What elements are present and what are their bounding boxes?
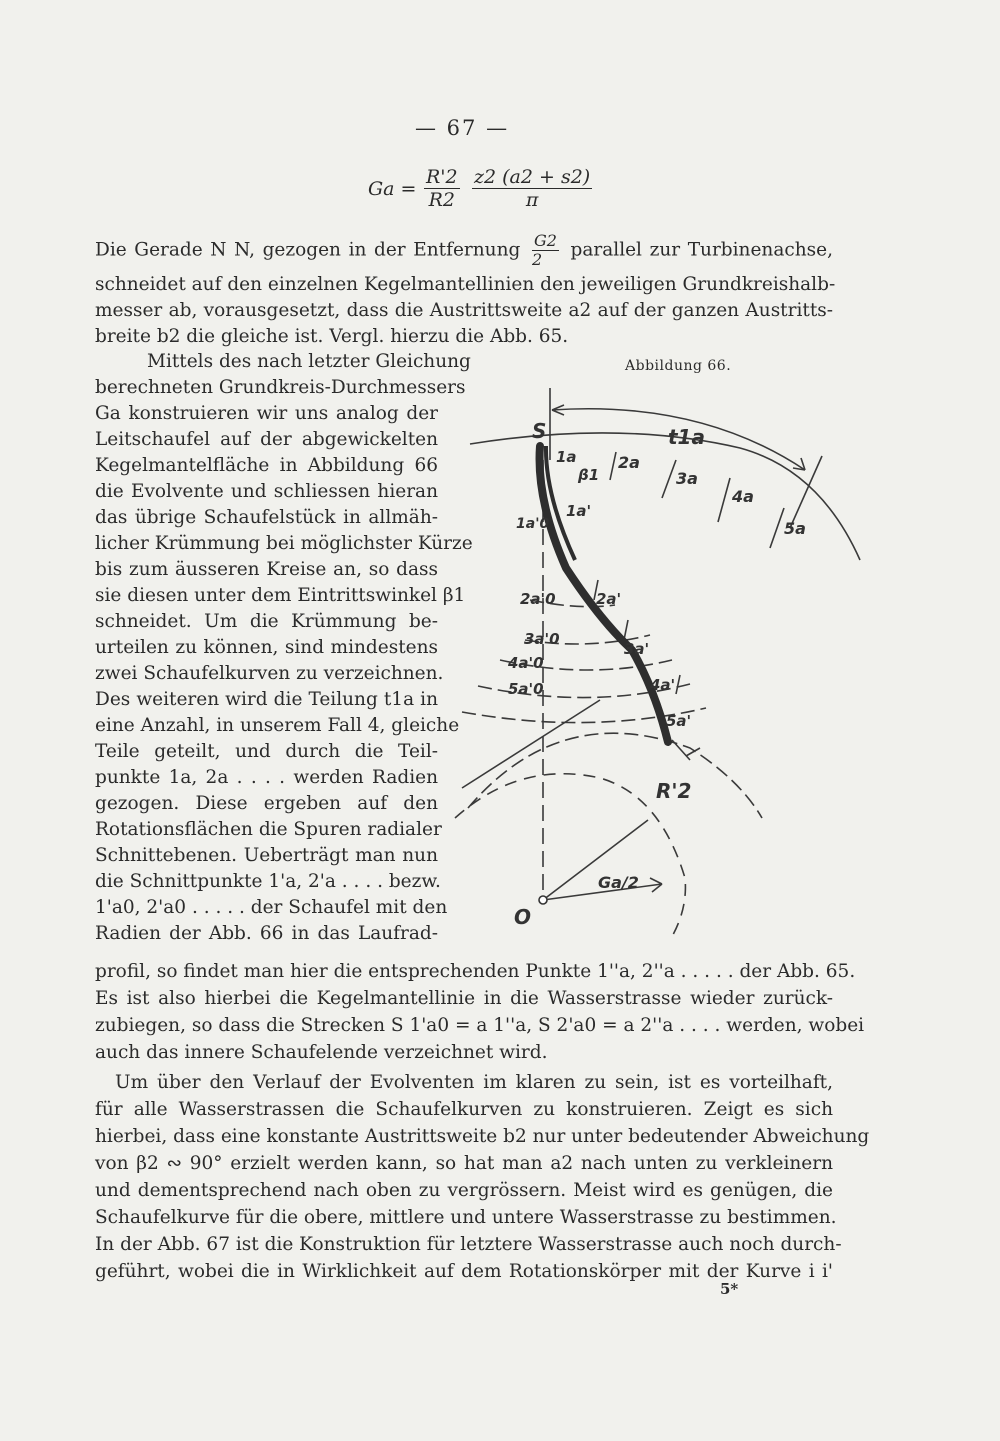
p2-line-19: Rotationsflächen die Spuren radialer bbox=[95, 819, 442, 840]
inline-frac-num: G2 bbox=[533, 231, 557, 250]
label-3a0: 3a'0 bbox=[524, 630, 560, 648]
p2-line-5: Kegelmantelfläche in Abbildung 66 bbox=[95, 455, 438, 476]
p2-line-10: sie diesen unter dem Eintrittswinkel β1 bbox=[95, 585, 466, 606]
label-1a: 1a bbox=[556, 448, 577, 466]
p3-line-2: für alle Wasserstrassen die Schaufelkurven zu konstruieren. Zeigt es sich bbox=[95, 1099, 833, 1120]
page-number: — 67 — bbox=[415, 116, 510, 140]
label-1a0: 1a'0 bbox=[516, 516, 550, 532]
radial-tick-3a bbox=[662, 460, 676, 498]
formula-frac2-den: π bbox=[525, 189, 539, 211]
p2-full-line-3: zubiegen, so dass die Strecken S 1'a0 = a 1''a, S 2'a0 = a 2''a . . . . werden, wobei bbox=[95, 1015, 865, 1036]
p1-line-1-pre: Die Gerade N N, gezogen in der Entfernung bbox=[95, 239, 521, 261]
p2-line-11: schneidet. Um die Krümmung be- bbox=[95, 611, 438, 632]
p2-line-20: Schnittebenen. Ueberträgt man nun bbox=[95, 845, 438, 866]
label-4a: 4a bbox=[732, 487, 754, 506]
label-2a: 2a bbox=[618, 453, 640, 472]
p2-line-21: die Schnittpunkte 1'a, 2'a . . . . bezw. bbox=[95, 871, 441, 892]
right-tick bbox=[790, 456, 822, 528]
label-5a-prime: 5a' bbox=[666, 712, 692, 730]
tick-4a-prime bbox=[676, 675, 680, 694]
label-o: O bbox=[514, 905, 532, 929]
r2-tick bbox=[672, 740, 690, 760]
outer-circle-arc bbox=[470, 433, 860, 560]
label-t1a: t1a bbox=[668, 425, 705, 449]
label-beta1: β1 bbox=[578, 466, 600, 484]
p3-line-5: und dementsprechend nach oben zu vergrössern. Meist wird es genügen, die bbox=[95, 1180, 833, 1201]
p3-line-6: Schaufelkurve für die obere, mittlere und untere Wasserstrasse zu bestimmen. bbox=[95, 1207, 837, 1228]
p3-line-4: von β2 ∾ 90° erzielt werden kann, so hat man a2 nach unten zu verkleinern bbox=[95, 1153, 833, 1174]
p3-line-8: geführt, wobei die in Wirklichkeit auf dem Rotationskörper mit der Kurve i i' bbox=[95, 1261, 833, 1282]
tick-3a-prime-top bbox=[624, 620, 628, 640]
label-3a-prime: 3a' bbox=[624, 640, 650, 658]
p2-line-23: Radien der Abb. 66 in das Laufrad- bbox=[95, 923, 438, 944]
label-1a-prime: 1a' bbox=[566, 502, 592, 520]
p2-line-12: urteilen zu können, sind mindestens bbox=[95, 637, 438, 658]
radial-tick-2a bbox=[610, 452, 616, 480]
label-3a: 3a bbox=[676, 469, 698, 488]
arc-r2 bbox=[468, 733, 762, 818]
label-4a0: 4a'0 bbox=[508, 654, 544, 672]
formula-frac1-den: R2 bbox=[428, 189, 456, 211]
label-ga-half: Ga/2 bbox=[598, 873, 639, 892]
p2-line-14: Des weiteren wird die Teilung t1a in bbox=[95, 689, 438, 710]
p2-line-8: licher Krümmung bei möglichster Kürze bbox=[95, 533, 473, 554]
p3-line-3: hierbei, dass eine konstante Austrittsweite b2 nur unter bedeutender Abweichung bbox=[95, 1126, 870, 1147]
p2-line-3: Ga konstruieren wir uns analog der bbox=[95, 403, 438, 424]
signature-mark: 5* bbox=[720, 1280, 739, 1298]
p2-line-15: eine Anzahl, in unserem Fall 4, gleiche bbox=[95, 715, 460, 736]
p2-line-1: Mittels des nach letzter Gleichung bbox=[147, 351, 471, 372]
diag-line bbox=[462, 700, 600, 788]
p2-full-line-1: profil, so findet man hier die entsprechenden Punkte 1''a, 2''a . . . . . der Abb. 65. bbox=[95, 961, 856, 982]
p3-line-7: In der Abb. 67 ist die Konstruktion für letztere Wasserstrasse auch noch durch- bbox=[95, 1234, 842, 1255]
p2-line-2: berechneten Grundkreis-Durchmessers bbox=[95, 377, 466, 398]
p1-line-4: breite b2 die gleiche ist. Vergl. hierzu die Abb. 65. bbox=[95, 326, 569, 347]
p2-full-line-4: auch das innere Schaufelende verzeichnet wird. bbox=[95, 1042, 548, 1063]
label-2a0: 2a'0 bbox=[520, 590, 556, 608]
p3-line-1: Um über den Verlauf der Evolventen im klaren zu sein, ist es vorteilhaft, bbox=[115, 1072, 833, 1093]
label-5a0: 5a'0 bbox=[508, 680, 544, 698]
p2-line-16: Teile geteilt, und durch die Teil- bbox=[95, 741, 438, 762]
p2-line-17: punkte 1a, 2a . . . . werden Radien bbox=[95, 767, 438, 788]
figure-caption: Abbildung 66. bbox=[625, 358, 732, 374]
inline-frac-den: 2 bbox=[531, 250, 543, 269]
label-2a-prime: 2a' bbox=[596, 590, 622, 608]
label-r2: R'2 bbox=[656, 779, 692, 803]
radial-tick-5a bbox=[770, 508, 784, 548]
formula-frac1-num: R'2 bbox=[426, 166, 458, 188]
p2-line-22: 1'a0, 2'a0 . . . . . der Schaufel mit den bbox=[95, 897, 448, 918]
center-point bbox=[539, 896, 547, 904]
label-s: S bbox=[532, 419, 547, 443]
p1-line-2: schneidet auf den einzelnen Kegelmantellinien den jeweiligen Grundkreishalb- bbox=[95, 274, 836, 295]
p1-line-1-post: parallel zur Turbinenachse, bbox=[570, 239, 833, 261]
p2-line-13: zwei Schaufelkurven zu verzeichnen. bbox=[95, 663, 444, 684]
p2-line-9: bis zum äusseren Kreise an, so dass bbox=[95, 559, 438, 580]
formula-frac2-num: z2 (a2 + s2) bbox=[474, 166, 591, 188]
p2-line-4: Leitschaufel auf der abgewickelten bbox=[95, 429, 438, 450]
p2-line-18: gezogen. Diese ergeben auf den bbox=[95, 793, 438, 814]
p2-line-6: die Evolvente und schliessen hieran bbox=[95, 481, 438, 502]
label-4a-prime: 4a' bbox=[650, 676, 676, 694]
formula-lhs: Ga = bbox=[368, 178, 417, 200]
p2-full-line-2: Es ist also hierbei die Kegelmantellinie in die Wasserstrasse wieder zurück- bbox=[95, 988, 833, 1009]
label-5a: 5a bbox=[784, 519, 806, 538]
radial-tick-4a bbox=[718, 478, 730, 522]
p1-line-3: messer ab, vorausgesetzt, dass die Austrittsweite a2 auf der ganzen Austritts- bbox=[95, 300, 833, 321]
arc-ga bbox=[455, 774, 685, 940]
p2-line-7: das übrige Schaufelstück in allmäh- bbox=[95, 507, 438, 528]
